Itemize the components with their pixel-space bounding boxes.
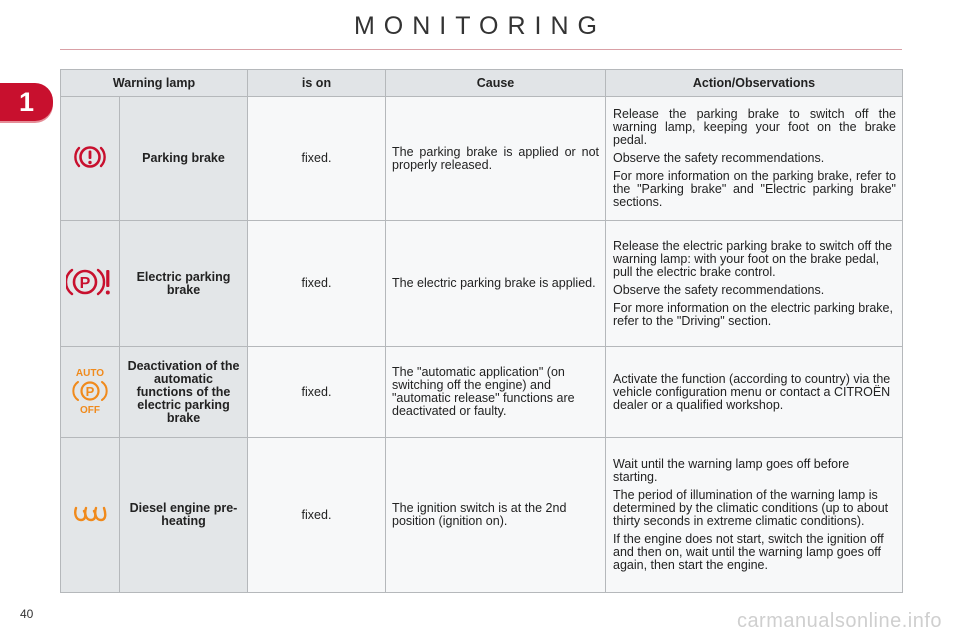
lamp-action	[606, 347, 903, 438]
header-action: Action/Observations	[606, 70, 903, 97]
action-text: Release the electric parking brake to switch off the warning lamp: with your foot on the brake pedal, pull the electric brake control.	[613, 238, 893, 279]
action-text: If the engine does not start, switch the ignition off and then on, wait until the warning lamp goes off again, then start the engine.	[613, 532, 884, 572]
svg-text:P: P	[85, 383, 95, 399]
lamp-cause: The "automatic application" (on switching off the engine) and "automatic release" functions are deactivated or faulty.	[386, 347, 606, 438]
lamp-action	[606, 221, 903, 347]
action-text: Release the parking brake to switch off the warning lamp, keeping your foot on the brake pedal.	[613, 107, 896, 147]
lamp-is-on: fixed.	[248, 97, 386, 221]
action-text: Observe the safety recommendations.	[613, 282, 825, 297]
header-is-on: is on	[248, 70, 386, 97]
page-title: MONITORING	[353, 12, 607, 40]
svg-text:OFF: OFF	[80, 404, 100, 416]
icon-cell	[61, 347, 120, 438]
table-row	[61, 347, 903, 438]
auto-parking-off-icon	[70, 366, 110, 419]
lamp-cause: The parking brake is applied or not properly released.	[386, 97, 606, 221]
lamp-action	[606, 438, 903, 593]
lamp-is-on: fixed.	[248, 347, 386, 438]
icon-cell	[61, 438, 120, 593]
icon-cell	[61, 97, 120, 221]
table-header-row	[61, 70, 903, 97]
header-warning-lamp: Warning lamp	[61, 70, 248, 97]
lamp-is-on: fixed.	[248, 221, 386, 347]
lamp-cause: The electric parking brake is applied.	[386, 221, 606, 347]
warning-lamp-table	[60, 69, 903, 593]
icon-cell	[61, 221, 120, 347]
svg-text:AUTO: AUTO	[75, 367, 105, 379]
lamp-name: Parking brake	[120, 97, 248, 221]
action-text: The period of illumination of the warning lamp is determined by the climatic conditions (up to about thirty seconds in extreme climatic conditions).	[613, 488, 889, 528]
table-row	[61, 438, 903, 593]
table-row	[61, 221, 903, 347]
lamp-name: Electric parking brake	[120, 221, 248, 347]
header-cause: Cause	[386, 70, 606, 97]
lamp-cause: The ignition switch is at the 2nd position (ignition on).	[386, 438, 606, 593]
lamp-name: Diesel engine pre-heating	[120, 438, 248, 593]
action-text: Observe the safety recommendations.	[613, 151, 825, 165]
lamp-name: Deactivation of the automatic functions of the electric parking brake	[120, 347, 248, 438]
action-text: Activate the function (according to country) via the vehicle configuration menu or contact a CITROËN dealer or a qualified workshop.	[613, 371, 891, 412]
table-row	[61, 97, 903, 221]
electric-parking-brake-icon	[66, 265, 114, 302]
svg-text:P: P	[79, 275, 91, 292]
watermark: carmanualsonline.info	[736, 610, 942, 632]
page-number: 40	[20, 607, 34, 621]
title-divider	[60, 49, 902, 50]
action-text: Wait until the warning lamp goes off before starting.	[613, 457, 850, 484]
lamp-action	[606, 97, 903, 221]
diesel-preheat-icon	[72, 503, 108, 528]
action-text: For more information on the parking brake, refer to the "Parking brake" and "Electric parking brake" sections.	[613, 169, 896, 209]
lamp-is-on: fixed.	[248, 438, 386, 593]
action-text: For more information on the electric parking brake, refer to the "Driving" section.	[613, 300, 893, 328]
parking-brake-warning-icon	[72, 142, 108, 175]
chapter-tab: 1	[0, 83, 53, 121]
